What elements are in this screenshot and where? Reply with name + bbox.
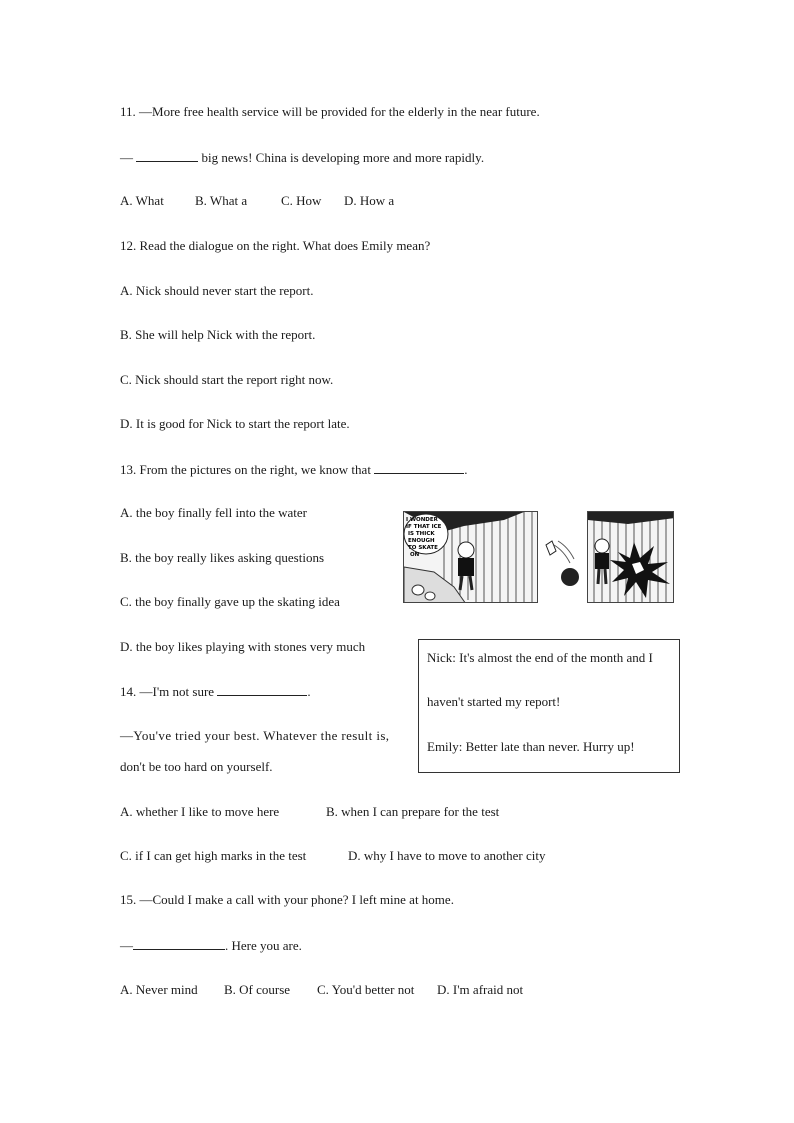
q11-dash: — (120, 150, 133, 165)
comic-panel-3 (587, 511, 674, 603)
q15-option-c[interactable]: C. You'd better not (317, 982, 415, 997)
bubble-line-5: TO SKATE (408, 545, 438, 551)
q12-stem: 12. Read the dialogue on the right. What does Emily mean? (120, 238, 431, 253)
q15-answer-blank[interactable] (133, 937, 225, 950)
q14-stem (120, 683, 311, 700)
q14-answer-blank[interactable] (217, 683, 307, 696)
comic-panel-3-art (588, 512, 674, 603)
dialogue-line-1: Nick: It's almost the end of the month and I (427, 650, 653, 665)
q13-option-a[interactable]: A. the boy finally fell into the water (120, 505, 308, 520)
q14-option-a[interactable]: A. whether I like to move here (120, 804, 280, 819)
q15-reply (120, 937, 302, 954)
q12-option-b[interactable]: B. She will help Nick with the report. (120, 327, 316, 342)
q15-stem: 15. —Could I make a call with your phone? I left mine at home. (120, 892, 454, 907)
q15-reply-text: . Here you are. (225, 938, 302, 953)
q11-option-a[interactable]: A. What (120, 193, 164, 208)
q11-reply (120, 149, 484, 166)
q13-stem-end: . (464, 462, 468, 477)
q13-stem (120, 461, 467, 478)
q11-answer-blank[interactable] (136, 149, 198, 162)
q14-option-b[interactable]: B. when I can prepare for the test (326, 804, 500, 819)
q15-option-b[interactable]: B. Of course (224, 982, 291, 997)
q15-dash: — (120, 938, 133, 953)
q11-reply-text: big news! China is developing more and more rapidly. (198, 150, 485, 165)
q14-stem-text: 14. —I'm not sure (120, 684, 218, 699)
q14-options-row-2 (120, 848, 545, 864)
q14-option-c[interactable]: C. if I can get high marks in the test (120, 848, 307, 863)
q15-option-a[interactable]: A. Never mind (120, 982, 198, 997)
dialogue-box (418, 639, 680, 773)
q11-options (120, 193, 394, 209)
q11-stem: 11. —More free health service will be provided for the elderly in the near future. (120, 104, 540, 119)
q11-option-d[interactable]: D. How a (344, 193, 395, 208)
dialogue-line-3: Emily: Better late than never. Hurry up! (427, 739, 635, 754)
q12-option-a[interactable]: A. Nick should never start the report. (120, 283, 314, 298)
q13-option-b[interactable]: B. the boy really likes asking questions (120, 550, 325, 565)
q15-option-d[interactable]: D. I'm afraid not (437, 982, 524, 997)
q13-option-c[interactable]: C. the boy finally gave up the skating idea (120, 594, 340, 609)
comic-panel-1 (403, 511, 538, 603)
q14-option-d[interactable]: D. why I have to move to another city (348, 848, 546, 863)
q14-options-row-1 (120, 804, 499, 820)
bubble-line-1: I WONDER (406, 517, 438, 523)
bubble-line-6: ON (410, 552, 420, 558)
bubble-line-2: IF THAT ICE (406, 524, 442, 530)
q14-stem-end: . (307, 684, 311, 699)
comic-panel-2 (540, 511, 584, 603)
q11-option-b[interactable]: B. What a (195, 193, 248, 208)
q14-reply-2: don't be too hard on yourself. (120, 759, 273, 774)
dialogue-line-2: haven't started my report! (427, 694, 561, 709)
comic-panel-1-art (404, 512, 538, 603)
q12-option-c[interactable]: C. Nick should start the report right now. (120, 372, 334, 387)
q15-options (120, 982, 523, 998)
q13-option-d[interactable]: D. the boy likes playing with stones very much (120, 639, 366, 654)
bubble-line-3: IS THICK (408, 531, 435, 537)
q13-answer-blank[interactable] (374, 461, 464, 474)
q14-reply-1: —You've tried your best. Whatever the result is, (120, 728, 390, 743)
q11-option-c[interactable]: C. How (281, 193, 322, 208)
q12-option-d[interactable]: D. It is good for Nick to start the report late. (120, 416, 350, 431)
bubble-line-4: ENOUGH (408, 538, 435, 544)
q13-stem-text: 13. From the pictures on the right, we know that (120, 462, 375, 477)
comic-panel-2-art (540, 511, 584, 603)
